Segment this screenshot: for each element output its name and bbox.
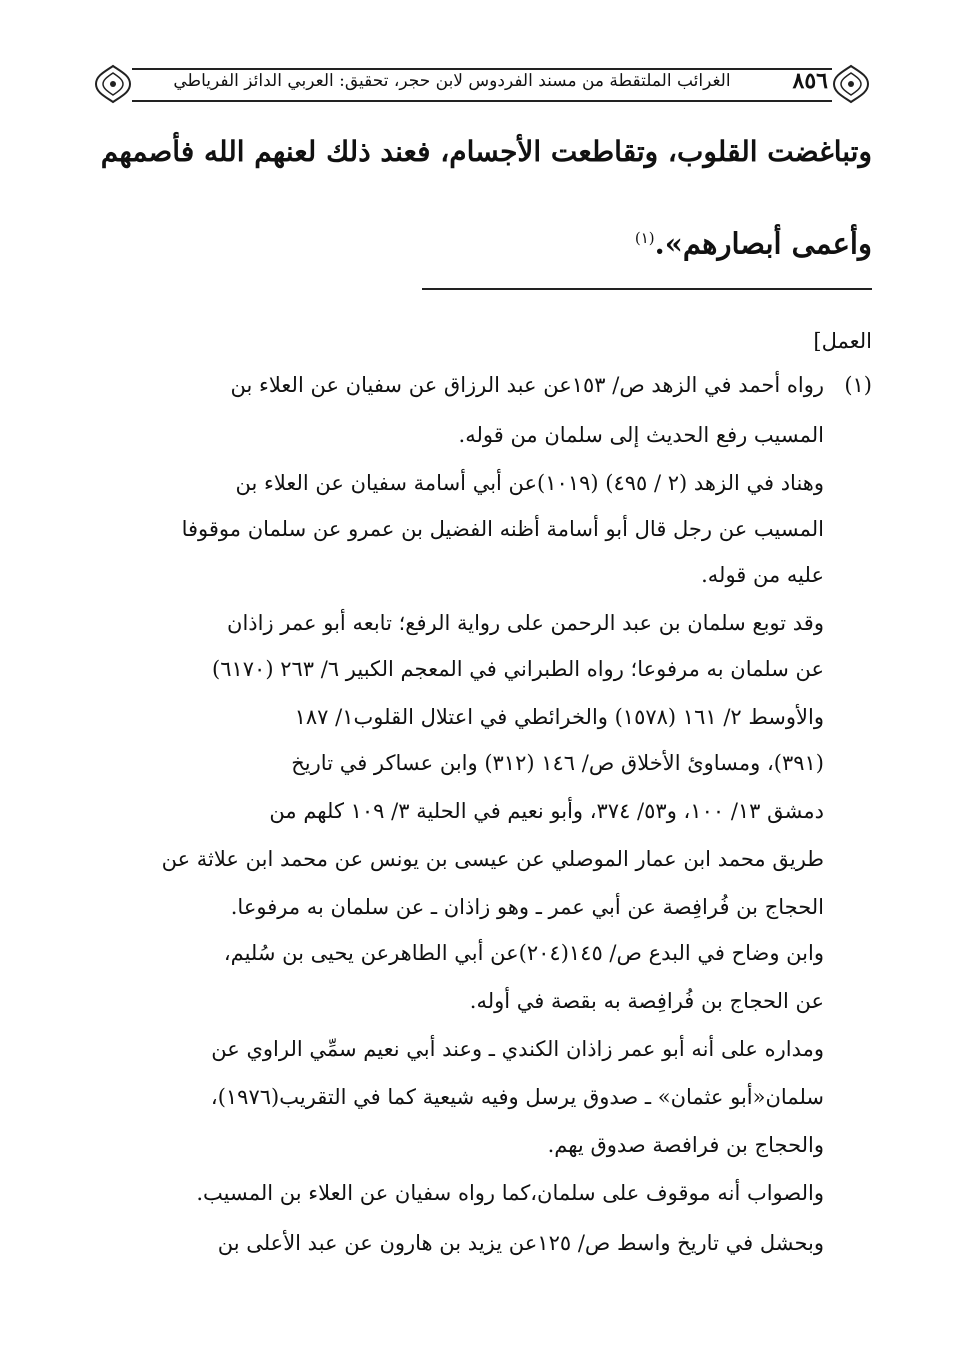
footnote-line: والحجاج بن فرافصة صدوق يهم.	[547, 1133, 824, 1157]
footnote-carry-over: العمل]	[813, 329, 872, 353]
footnote-line: والصواب أنه موقوف على سلمان،كما رواه سفيان عن العلاء بن المسيب.	[196, 1181, 824, 1205]
footnote-line: طريق محمد ابن عمار الموصلي عن عيسى بن يونس عن محمد ابن علاثة عن	[161, 847, 824, 871]
main-text-line: وتباغضت القلوب، وتقاطعت الأجسام، فعند ذلك لعنهم الله فأصمهم	[100, 135, 872, 168]
footnote-line: (٣٩١)، ومساوئ الأخلاق ص/ ١٤٦ (٣١٢) وابن عساكر في تاريخ	[291, 751, 824, 775]
footnote-line: والأوسط ٢/ ١٦١ (١٥٧٨) والخرائطي في اعتلال القلوب١/ ١٨٧	[294, 705, 824, 729]
footnote-line: وقد توبع سلمان بن عبد الرحمن على رواية الرفع؛ تابعه أبو عمر زاذان	[227, 611, 824, 635]
footnote-line: سلمان«أبو عثمان» ـ صدوق يرسل وفيه شيعية كما في التقريب(١٩٧٦)،	[210, 1085, 824, 1109]
footnote-line: عليه من قوله.	[701, 563, 824, 587]
header-ornament-left-icon	[92, 62, 134, 106]
footnote-line: وابن وضاح في البدع ص/ ١٤٥(٢٠٤)عن أبي الطاهرعن يحيى بن سُليم،	[223, 941, 824, 965]
footnote-line: الحجاج بن فُرافِصة عن أبي عمر ـ وهو زاذان ـ عن سلمان به مرفوعا.	[230, 895, 824, 919]
page-number: ٨٥٦	[792, 68, 828, 94]
running-header	[92, 62, 872, 106]
main-text-line: وأعمى أبصارهم».	[654, 226, 872, 261]
footnote-line: وهناد في الزهد (٢ / ٤٩٥) (١٠١٩)عن أبي أسامة سفيان عن العلاء بن	[235, 471, 824, 495]
header-ornament-right-icon	[830, 62, 872, 106]
main-text-line-end	[96, 218, 872, 264]
footnote-line: دمشق ١٣/ ١٠٠، و٥٣/ ٣٧٤، وأبو نعيم في الحلية ٣/ ١٠٩ كلهم من	[269, 799, 824, 823]
footnote-line: المسيب رفع الحديث إلى سلمان من قوله.	[458, 423, 824, 447]
footnote-line: وبحشل في تاريخ واسط ص/ ١٢٥عن يزيد بن هارون عن عبد الأعلى بن	[217, 1231, 824, 1255]
footnote-separator	[422, 288, 872, 290]
footnote-marker: (١)	[844, 373, 872, 397]
footnote-line: رواه أحمد في الزهد ص/ ١٥٣عن عبد الرزاق عن سفيان عن العلاء بن	[230, 373, 824, 397]
running-title: الغرائب الملتقطة من مسند الفردوس لابن حجر، تحقيق: العربي الدائز الفرياطي	[173, 71, 731, 91]
footnote-reference: (١)	[634, 229, 655, 247]
footnote-line: ومداره على أنه أبو عمر زاذان الكندي ـ وعند أبي نعيم سمِّي الراوي عن	[211, 1037, 824, 1061]
footnote-line: عن سلمان به مرفوعا؛ رواه الطبراني في المعجم الكبير ٦/ ٢٦٣ (٦١٧٠)	[212, 657, 824, 681]
footnote-line: عن الحجاج بن فُرافِصة به بقصة في أوله.	[469, 989, 824, 1013]
footnote-line: المسيب عن رجل قال أبو أسامة أظنه الفضيل بن عمرو عن سلمان موقوفا	[181, 517, 824, 541]
